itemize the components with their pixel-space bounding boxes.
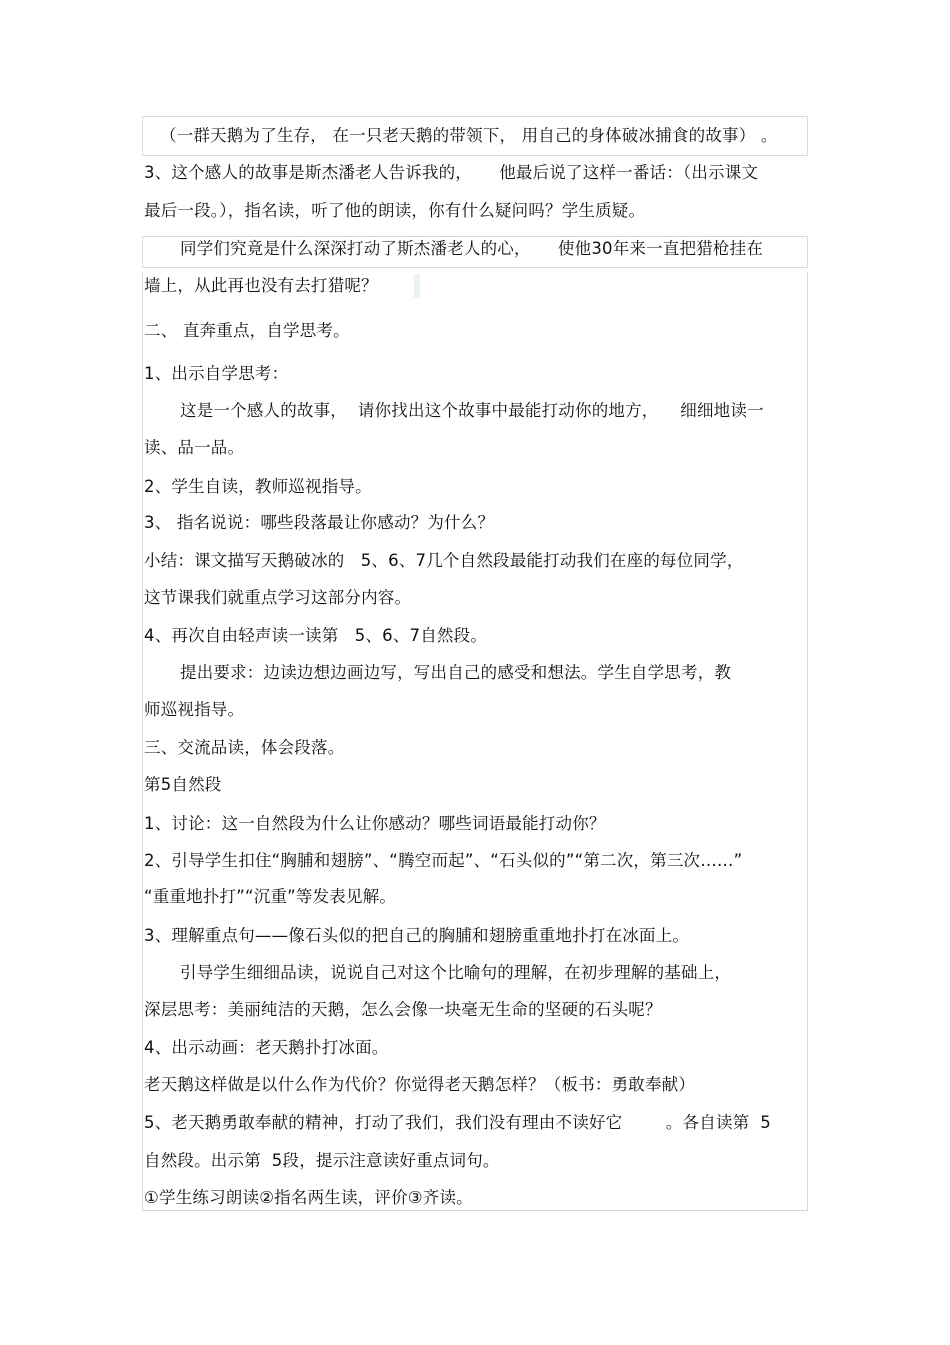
text-line: 深层思考：美丽纯洁的天鹅，怎么会像一块毫无生命的坚硬的石头呢？ [144, 1000, 662, 1019]
text-line: 这是一个感人的故事， 请你找出这个故事中最能打动你的地方， 细细地读一 [180, 401, 764, 420]
text-line: 5、老天鹅勇敢奉献的精神，打动了我们，我们没有理由不读好它 。各自读第 5 [144, 1113, 771, 1132]
text-line: 小结：课文描写天鹅破冰的 5、6、7几个自然段最能打动我们在座的每位同学， [144, 551, 744, 570]
text-line: 最后一段。），指名读，听了他的朗读，你有什么疑问吗？学生质疑。 [144, 201, 646, 220]
text-line: ①学生练习朗读②指名两生读，评价③齐读。 [144, 1188, 473, 1207]
section-heading: 二、 直奔重点，自学思考。 [144, 321, 350, 340]
text-line: 引导学生细细品读，说说自己对这个比喻句的理解，在初步理解的基础上， [180, 963, 732, 982]
subsection-heading: 第5自然段 [144, 775, 222, 794]
text-line: 老天鹅这样做是以什么作为代价？你觉得老天鹅怎样？（板书：勇敢奉献） [144, 1075, 696, 1094]
text-line: （一群天鹅为了生存， 在一只老天鹅的带领下， 用自己的身体破冰捕食的故事） 。 [160, 126, 778, 145]
text-line: 墙上，从此再也没有去打猎呢？ [144, 276, 378, 295]
text-line: 4、再次自由轻声读一读第 5、6、7自然段。 [144, 626, 488, 645]
text-line: 师巡视指导。 [144, 700, 245, 719]
text-line: 提出要求：边读边想边画边写，写出自己的感受和想法。学生自学思考，教 [180, 663, 732, 682]
text-line: 1、出示自学思考： [144, 364, 289, 383]
text-line: 3、这个感人的故事是斯杰潘老人告诉我的， 他最后说了这样一番话：（出示课文 [144, 163, 759, 182]
text-line: 2、学生自读，教师巡视指导。 [144, 477, 372, 496]
text-line: 这节课我们就重点学习这部分内容。 [144, 588, 412, 607]
text-line: 2、引导学生扣住“胸脯和翅膀”、“腾空而起”、“石头似的”“第二次，第三次……” [144, 851, 743, 870]
text-line: 1、讨论：这一自然段为什么让你感动？哪些词语最能打动你？ [144, 814, 606, 833]
highlight-mark [414, 274, 420, 298]
text-line: 同学们究竟是什么深深打动了斯杰潘老人的心， 使他30年来一直把猎枪挂在 [180, 239, 764, 258]
section-heading: 三、交流品读，体会段落。 [144, 738, 345, 757]
text-line: “重重地扑打”“沉重”等发表见解。 [144, 887, 397, 906]
text-line: 读、品一品。 [144, 438, 245, 457]
text-line: 3、 指名说说：哪些段落最让你感动？为什么？ [144, 513, 495, 532]
text-line: 3、理解重点句——像石头似的把自己的胸脯和翅膀重重地扑打在冰面上。 [144, 926, 690, 945]
text-line: 自然段。出示第 5段，提示注意读好重点词句。 [144, 1151, 500, 1170]
text-line: 4、出示动画：老天鹅扑打冰面。 [144, 1038, 389, 1057]
